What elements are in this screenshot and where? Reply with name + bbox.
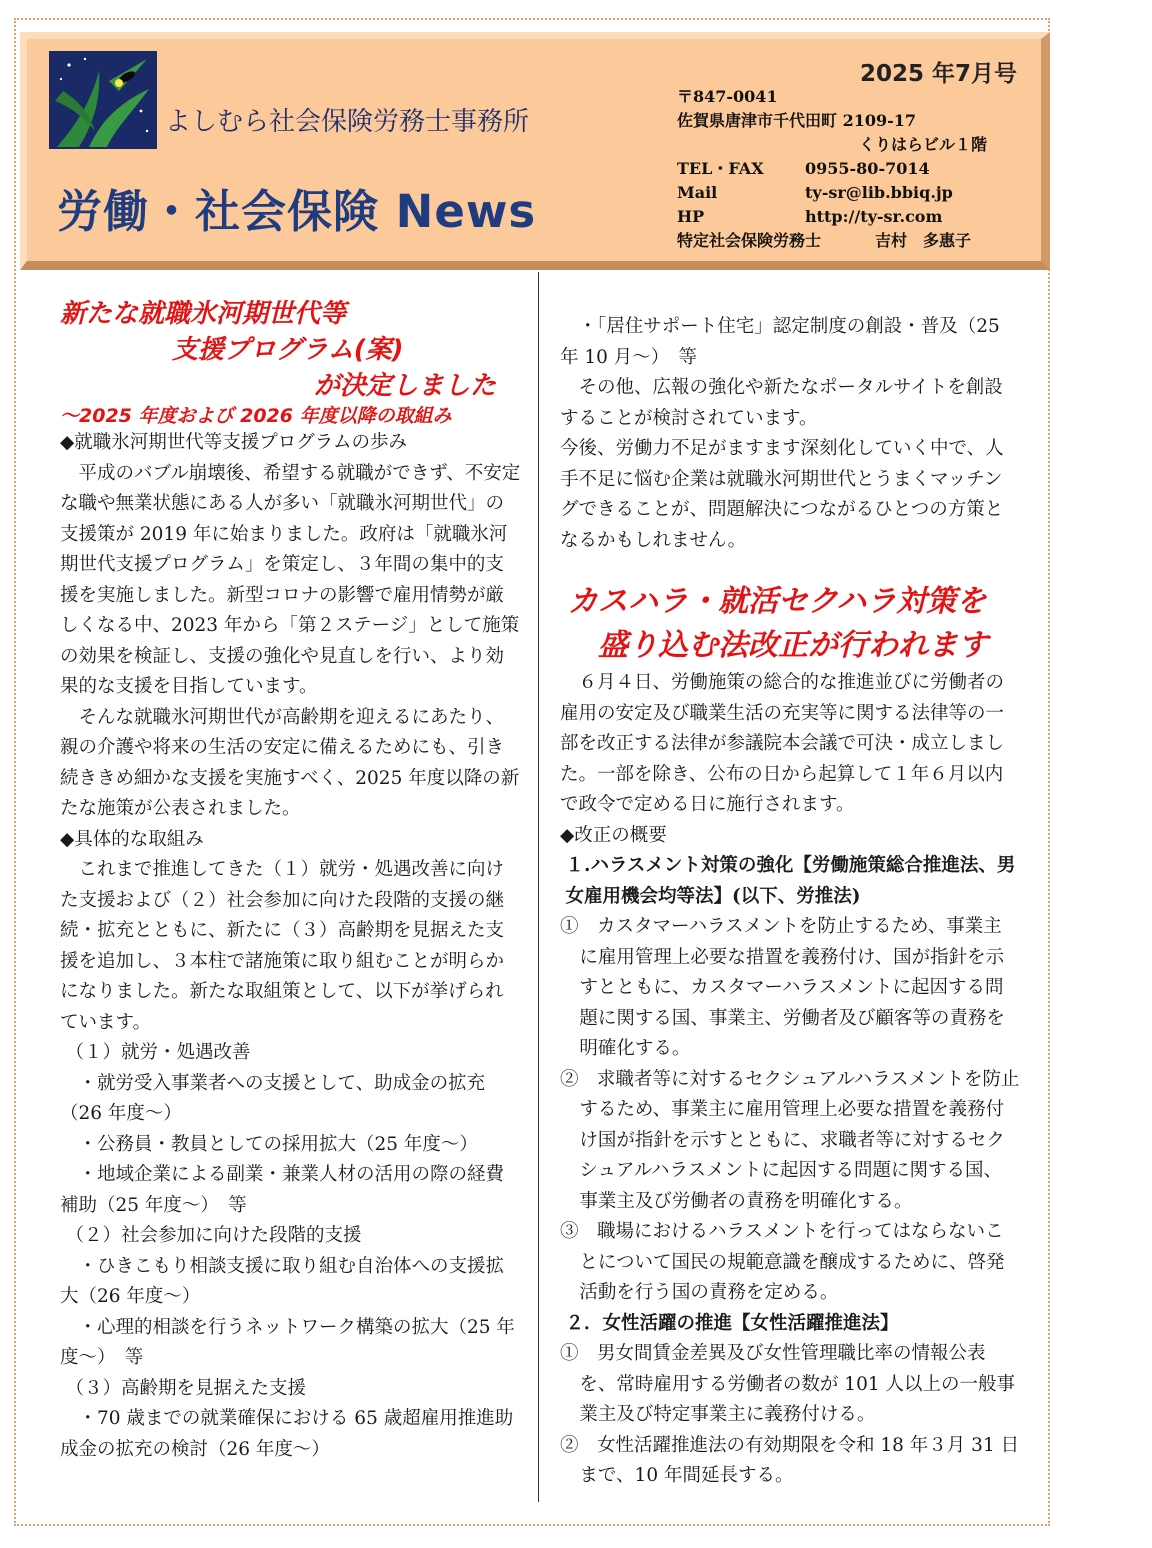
article1-title-line3: が決定しました <box>314 371 497 401</box>
hp-row <box>677 205 987 229</box>
paragraph: そんな就職氷河期世代が高齢期を迎えるにあたり、親の介護や将来の生活の安定に備えるためにも、引き続ききめ細かな支援を実施すべく、2025 年度以降の新たな施策が公表されました。 <box>60 706 520 819</box>
postal-code: 〒847-0041 <box>677 87 778 106</box>
list-item: ・心理的相談を行うネットワーク構築の拡大（25 年度～） 等 <box>60 1316 515 1368</box>
paragraph: これまで推進してきた（１）就労・処遇改善に向けた支援および（２）社会参加に向けた段階的支援の継続・拡充とともに、新たに（３）高齢期を見据えた支援を追加し、３本柱で諸施策に取り組むことが明らかになりました。新たな取組策として、以下が挙げられています。 <box>60 859 505 1033</box>
paragraph: その他、広報の強化や新たなポータルサイトを創設することが検討されています。 <box>560 377 1003 429</box>
rep-name: 吉村 多惠子 <box>875 231 972 250</box>
tel-row <box>677 157 987 181</box>
tel-value: 0955-80-7014 <box>805 159 930 178</box>
newsletter-title: 労働・社会保険 News <box>57 185 537 238</box>
sub-heading: （３）高齢期を見据えた支援 <box>65 1377 307 1399</box>
article1-title-line1: 新たな就職氷河期世代等 <box>60 299 347 329</box>
column-divider <box>538 272 539 1502</box>
mail-label: Mail <box>677 183 718 202</box>
numbered-item: ① カスタマーハラスメントを防止するため、事業主に雇用管理上必要な措置を義務付け、国が指針を示すとともに、カスタマーハラスメントに起因する問題に関する国、事業主、労働者及び顧客等の責務を明確化する。 <box>560 916 1005 1059</box>
article1-subtitle: ～2025 年度および 2026 年度以降の取組み <box>60 405 452 427</box>
building: くりはらビル１階 <box>859 135 988 154</box>
article2-title-line2: 盛り込む法改正が行われます <box>598 628 988 663</box>
office-name: よしむら社会保険労務士事務所 <box>165 107 530 137</box>
rep-row <box>677 229 987 253</box>
sub-heading: ２．女性活躍の推進【女性活躍推進法】 <box>565 1312 899 1334</box>
firefly-bamboo-logo-icon <box>49 51 157 149</box>
list-item: ・地域企業による副業・兼業人材の活用の際の経費補助（25 年度～） 等 <box>60 1164 505 1216</box>
section-heading: ◆具体的な取組み <box>60 828 204 850</box>
rep-label: 特定社会保険労務士 <box>677 231 822 250</box>
sub-heading: （１）就労・処遇改善 <box>65 1042 251 1063</box>
list-item: ・公務員・教員としての採用拡大（25 年度～） <box>78 1133 478 1155</box>
numbered-item: ② 求職者等に対するセクシュアルハラスメントを防止するため、事業主に雇用管理上必要な措置を義務付け国が指針を示すとともに、求職者等に対するセクシュアルハラスメントに起因する問題に関する国、事業主及び労働者の責務を明確化する。 <box>560 1068 1020 1212</box>
right-column <box>560 312 1020 1492</box>
issue-date: 2025 年7月号 <box>859 61 1017 87</box>
section-heading: ◆改正の概要 <box>560 824 667 846</box>
numbered-item: ② 女性活躍推進法の有効期限を令和 18 年３月 31 日まで、10 年間延長する。 <box>560 1434 1020 1486</box>
address: 佐賀県唐津市千代田町 2109-17 <box>677 111 917 130</box>
list-item: ・70 歳までの就業確保における 65 歳超雇用推進助成金の拡充の検討（26 年度～） <box>60 1408 514 1460</box>
newsletter-header <box>20 32 1050 270</box>
tel-label: TEL・FAX <box>677 159 764 178</box>
paragraph: 今後、労働力不足がますます深刻化していく中で、人手不足に悩む企業は就職氷河期世代とうまくマッチングできることが、問題解決につながるひとつの方策となるかもしれません。 <box>560 438 1004 551</box>
mail-row <box>677 181 987 205</box>
contact-block <box>677 85 987 253</box>
list-item: ・就労受入事業者への支援として、助成金の拡充（26 年度～） <box>60 1072 486 1124</box>
numbered-item: ③ 職場におけるハラスメントを行ってはならないことについて国民の規範意識を醸成するために、啓発活動を行う国の責務を定める。 <box>560 1221 1005 1303</box>
hp-link[interactable]: http://ty-sr.com <box>805 207 943 226</box>
hp-label: HP <box>677 207 705 226</box>
paragraph: ６月４日、労働施策の総合的な推進並びに労働者の雇用の安定及び職業生活の充実等に関する法律等の一部を改正する法律が参議院本会議で可決・成立しました。一部を除き、公布の日から起算して１年６月以内で政令で定める日に施行されます。 <box>560 672 1005 815</box>
numbered-item: ① 男女間賃金差異及び女性管理職比率の情報公表を、常時雇用する労働者の数が 101 人以上の一般事業主及び特定事業主に義務付ける。 <box>560 1343 1015 1425</box>
left-column <box>60 296 522 1465</box>
list-item: ・ひきこもり相談支援に取り組む自治体への支援拡大（26 年度～） <box>60 1255 505 1307</box>
article2-title-line1: カスハラ・就活セクハラ対策を <box>568 584 987 619</box>
sub-heading: （２）社会参加に向けた段階的支援 <box>65 1225 362 1246</box>
sub-heading: １.ハラスメント対策の強化【労働施策総合推進法、男女雇用機会均等法】(以下、労推法) <box>565 855 1016 907</box>
article1-title-line2: 支援プログラム(案) <box>172 335 404 365</box>
list-item: ・「居住サポート住宅」認定制度の創設・普及（25 年 10 月～） 等 <box>560 316 1000 368</box>
section-heading: ◆就職氷河期世代等支援プログラムの歩み <box>60 432 408 453</box>
paragraph: 平成のバブル崩壊後、希望する就職ができず、不安定な職や無業状態にある人が多い「就職氷河期世代」の支援策が 2019 年に始まりました。政府は「就職氷河期世代支援プログラム」を策定し、３年間の集中的支援を実施しました。新型コロナの影響で雇用情勢が厳しくなる中、2023 年から「第２ステージ」として施策の効果を検証し、支援の強化や見直しを行い、より効果的な支援を目指しています。 <box>60 462 521 697</box>
mail-value[interactable]: ty-sr@lib.bbiq.jp <box>805 183 953 202</box>
